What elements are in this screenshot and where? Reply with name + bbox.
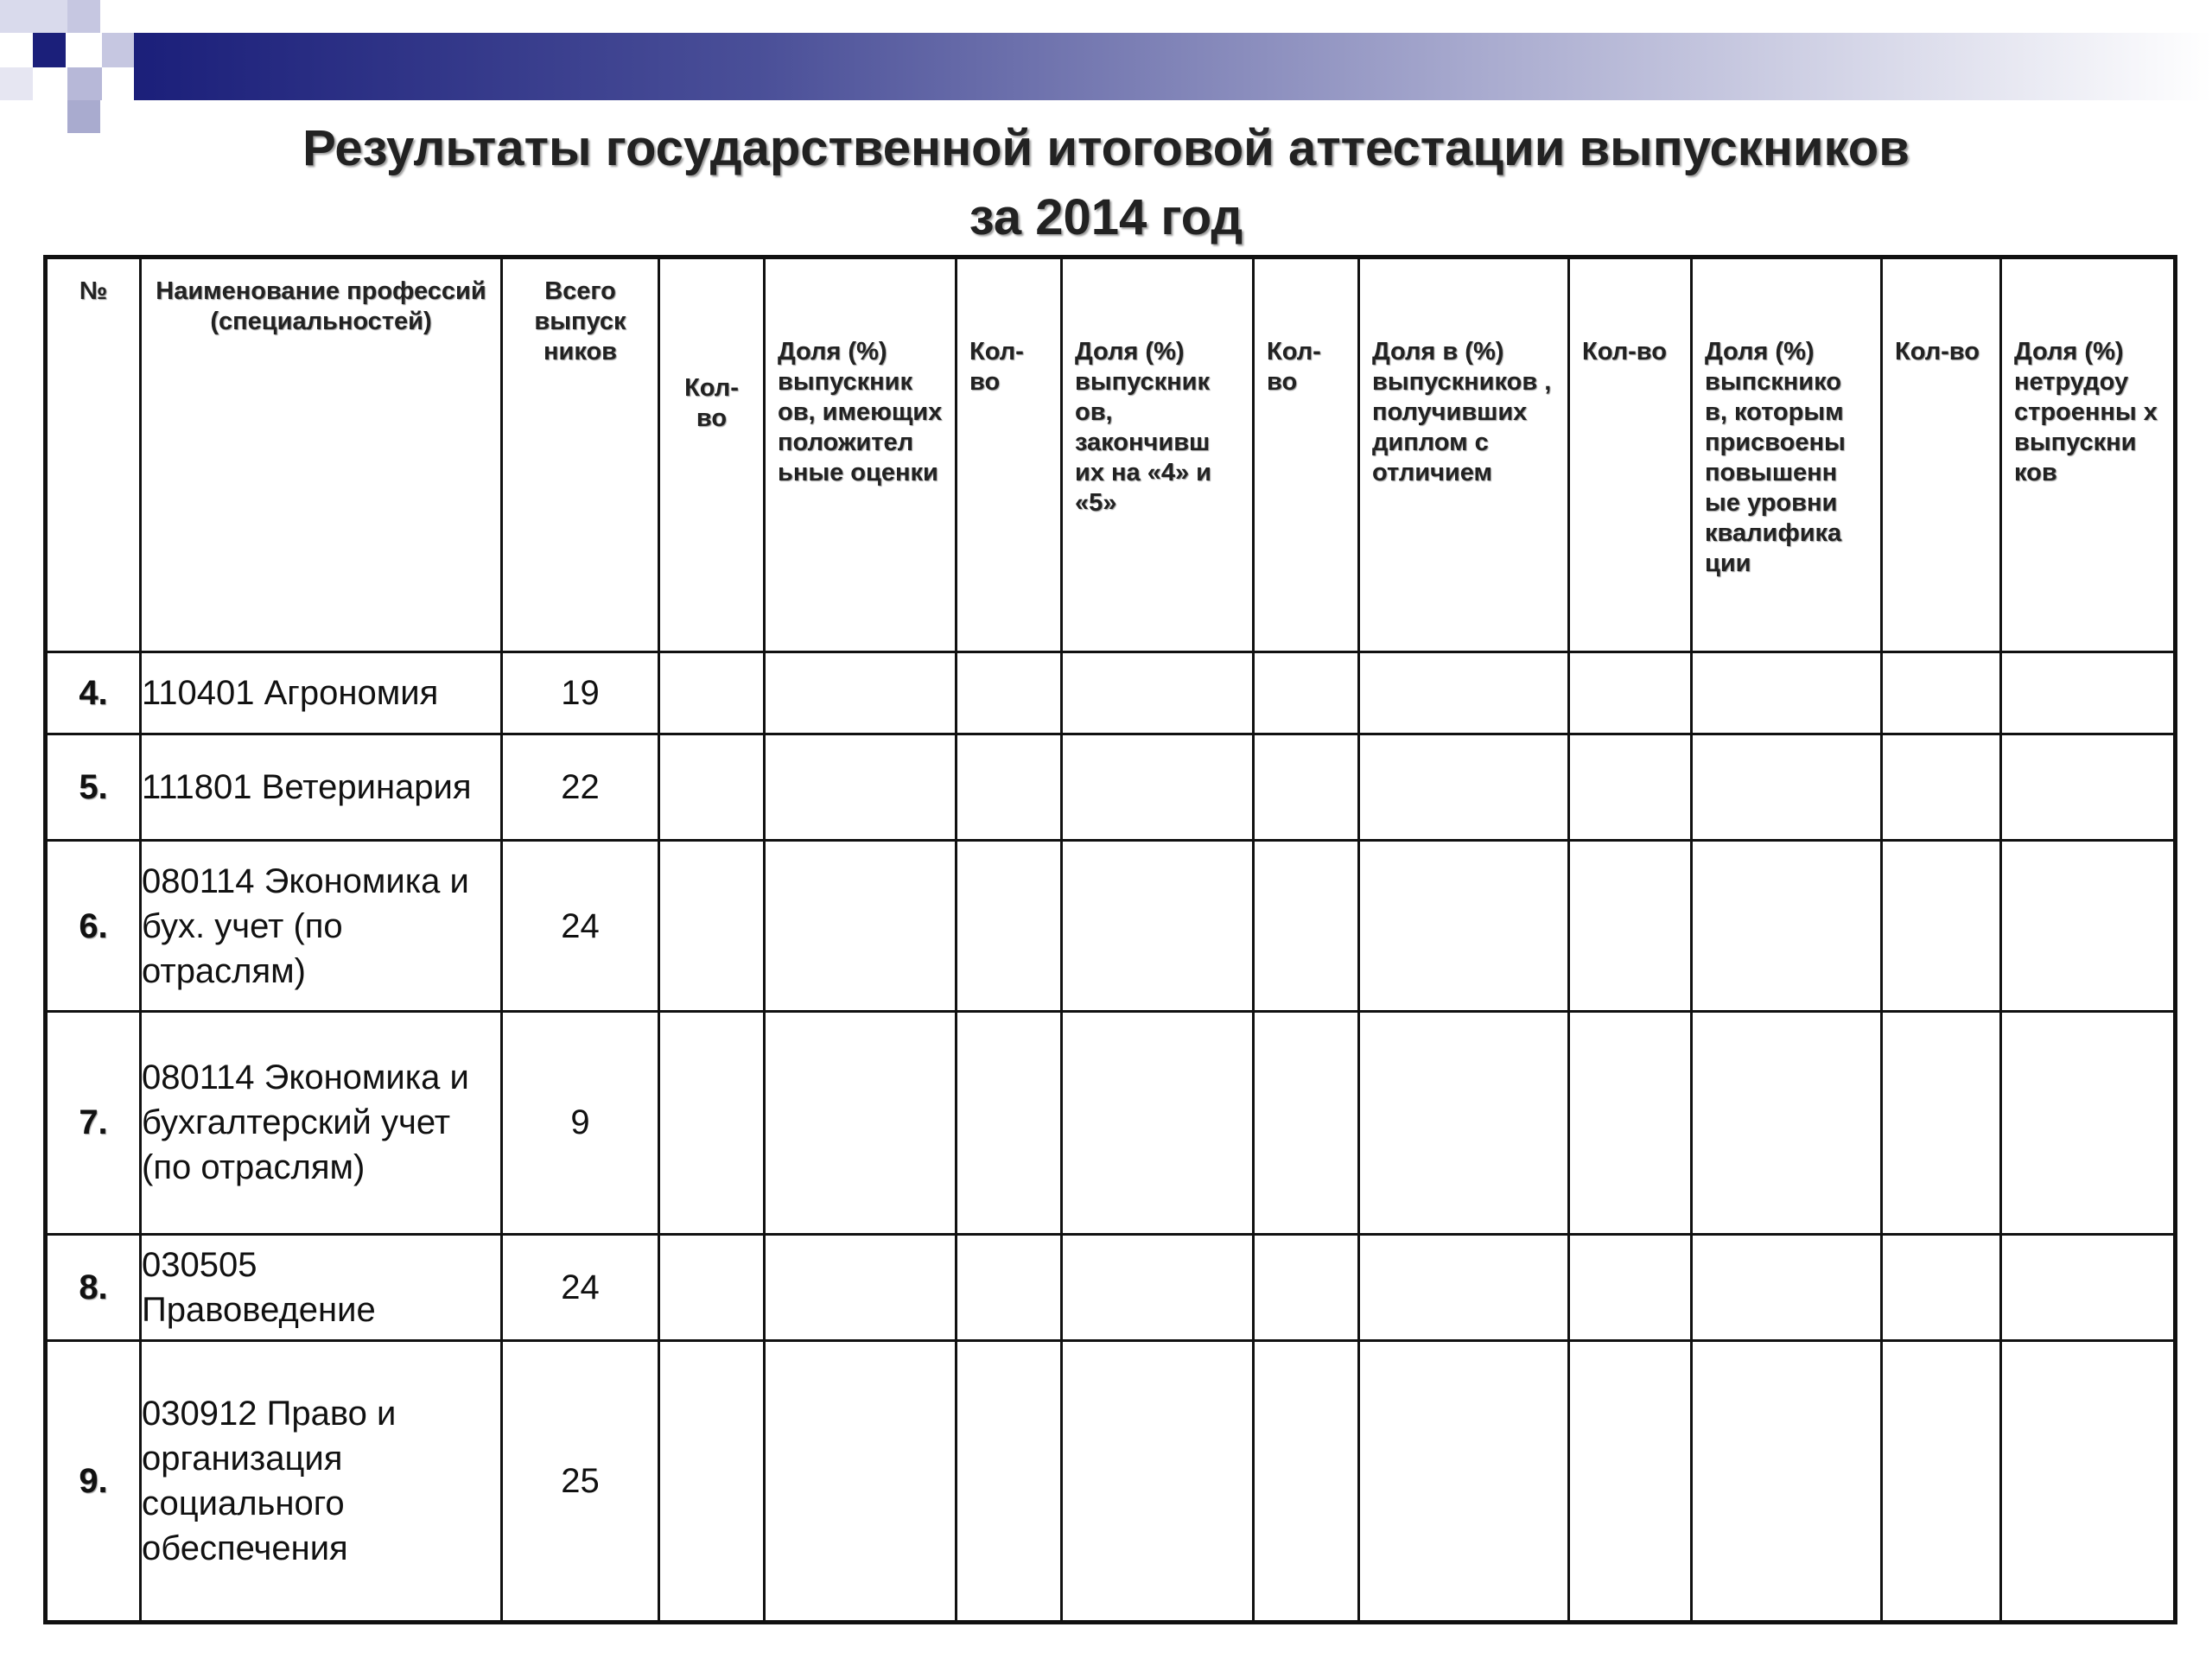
empty-cell [1062, 734, 1254, 841]
table-row [46, 652, 2176, 734]
header-cell-share-positive: Доля (%) выпускник ов, имеющих положител ьные оценки [765, 257, 957, 652]
header-band [134, 33, 2212, 100]
empty-cell [765, 1011, 957, 1234]
empty-cell [957, 1341, 1062, 1623]
empty-cell [659, 1235, 765, 1341]
header-cell-count: Кол-во [1254, 257, 1359, 652]
header-row [46, 257, 2176, 652]
graduates-total: 24 [502, 841, 659, 1011]
empty-cell [2001, 841, 2176, 1011]
empty-cell [1692, 734, 1882, 841]
empty-cell [659, 1011, 765, 1234]
empty-cell [2001, 734, 2176, 841]
header-cell-share-honors: Доля в (%) выпускников , получивших диплом с отличием [1359, 257, 1569, 652]
table-row [46, 1235, 2176, 1341]
empty-cell [1254, 1011, 1359, 1234]
header-cell-share-qualification: Доля (%) выпскнико в, которым присвоены повышенн ые уровни квалифика ции [1692, 257, 1882, 652]
empty-cell [1692, 1235, 1882, 1341]
graduates-total: 19 [502, 652, 659, 734]
row-number: 6. [46, 841, 141, 1011]
empty-cell [1359, 1341, 1569, 1623]
empty-cell [765, 1235, 957, 1341]
empty-cell [1359, 652, 1569, 734]
empty-cell [1692, 841, 1882, 1011]
empty-cell [957, 1011, 1062, 1234]
empty-cell [1359, 841, 1569, 1011]
empty-cell [957, 1235, 1062, 1341]
title-line-2: за 2014 год [969, 189, 1243, 245]
empty-cell [659, 652, 765, 734]
header-cell-total: Всего выпуск ников [502, 257, 659, 652]
empty-cell [1882, 1341, 2001, 1623]
empty-cell [1359, 1011, 1569, 1234]
empty-cell [765, 652, 957, 734]
empty-cell [1692, 652, 1882, 734]
slide-title [0, 114, 2212, 252]
decor-square [67, 0, 100, 33]
empty-cell [765, 734, 957, 841]
profession-name: 080114 Экономика и бух. учет (по отраслям) [141, 841, 502, 1011]
empty-cell [659, 1341, 765, 1623]
empty-cell [1882, 841, 2001, 1011]
graduates-total: 25 [502, 1341, 659, 1623]
header-cell-share-good: Доля (%) выпускник ов, закончивш их на «4» и «5» [1062, 257, 1254, 652]
decor-square [0, 67, 33, 100]
row-number: 8. [46, 1235, 141, 1341]
table-row [46, 841, 2176, 1011]
header-cell-count: Кол-во [659, 257, 765, 652]
empty-cell [1569, 1011, 1692, 1234]
empty-cell [957, 841, 1062, 1011]
header-cell-count: Кол-во [957, 257, 1062, 652]
header-cell-count: Кол-во [1569, 257, 1692, 652]
row-number: 5. [46, 734, 141, 841]
graduates-total: 9 [502, 1011, 659, 1234]
header-cell-share-unemployed: Доля (%) нетрудоу строенны х выпускни ков [2001, 257, 2176, 652]
empty-cell [1254, 734, 1359, 841]
profession-name: 030912 Право и организация социального обеспечения [141, 1341, 502, 1623]
empty-cell [2001, 1341, 2176, 1623]
empty-cell [1569, 652, 1692, 734]
profession-name: 110401 Агрономия [141, 652, 502, 734]
empty-cell [1062, 841, 1254, 1011]
empty-cell [765, 841, 957, 1011]
empty-cell [1569, 1341, 1692, 1623]
empty-cell [1569, 1235, 1692, 1341]
empty-cell [1882, 1011, 2001, 1234]
decor-square [33, 33, 66, 67]
empty-cell [1359, 1235, 1569, 1341]
row-number: 9. [46, 1341, 141, 1623]
table-row [46, 734, 2176, 841]
empty-cell [1359, 734, 1569, 841]
empty-cell [2001, 1011, 2176, 1234]
empty-cell [1254, 1341, 1359, 1623]
profession-name: 080114 Экономика и бухгалтерский учет (по отраслям) [141, 1011, 502, 1234]
empty-cell [957, 652, 1062, 734]
header-cell-count: Кол-во [1882, 257, 2001, 652]
empty-cell [2001, 652, 2176, 734]
empty-cell [659, 841, 765, 1011]
empty-cell [1062, 1011, 1254, 1234]
table-row [46, 1011, 2176, 1234]
decor-square [102, 33, 135, 67]
graduates-total: 24 [502, 1235, 659, 1341]
empty-cell [659, 734, 765, 841]
empty-cell [1062, 1235, 1254, 1341]
header-cell-number: № [46, 257, 141, 652]
row-number: 7. [46, 1011, 141, 1234]
empty-cell [1692, 1341, 1882, 1623]
header-cell-name: Наименование профессий (специальностей) [141, 257, 502, 652]
empty-cell [765, 1341, 957, 1623]
empty-cell [1569, 841, 1692, 1011]
graduates-total: 22 [502, 734, 659, 841]
empty-cell [1254, 652, 1359, 734]
empty-cell [1882, 734, 2001, 841]
empty-cell [1882, 652, 2001, 734]
empty-cell [1062, 652, 1254, 734]
empty-cell [1254, 1235, 1359, 1341]
profession-name: 111801 Ветеринария [141, 734, 502, 841]
decor-square [0, 0, 67, 33]
profession-name: 030505 Правоведение [141, 1235, 502, 1341]
row-number: 4. [46, 652, 141, 734]
empty-cell [1254, 841, 1359, 1011]
empty-cell [1882, 1235, 2001, 1341]
title-line-1: Результаты государственной итоговой аттестации выпускников [302, 120, 1910, 176]
empty-cell [1569, 734, 1692, 841]
empty-cell [1692, 1011, 1882, 1234]
decor-square [67, 67, 102, 100]
table-row [46, 1341, 2176, 1623]
results-table [43, 255, 2177, 1624]
empty-cell [2001, 1235, 2176, 1341]
empty-cell [957, 734, 1062, 841]
empty-cell [1062, 1341, 1254, 1623]
